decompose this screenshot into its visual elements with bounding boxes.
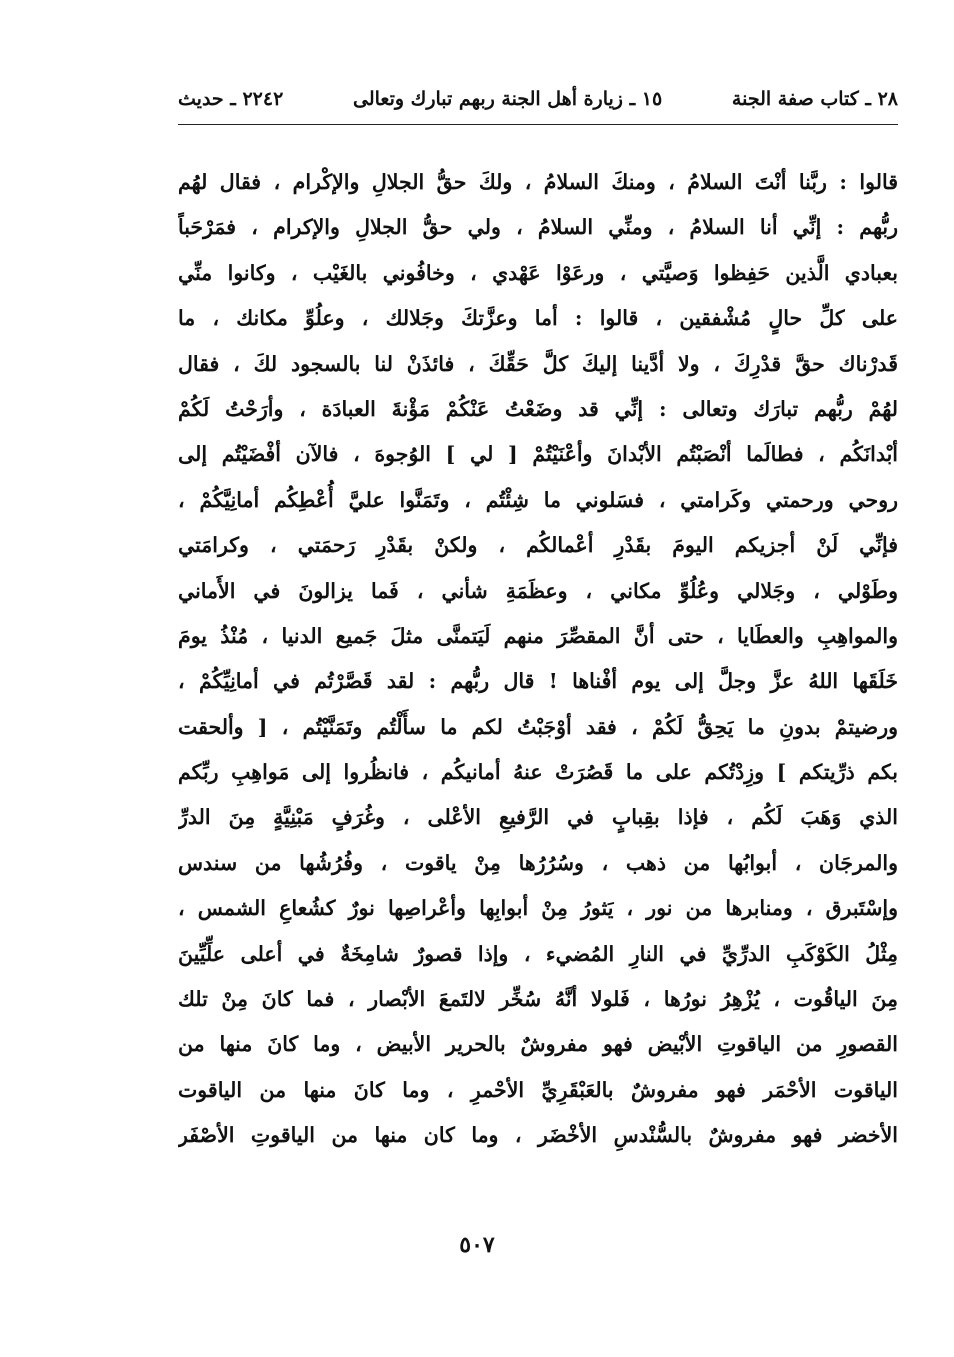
running-header xyxy=(178,82,898,116)
book-title: ٢٨ ـ كتاب صفة الجنة xyxy=(731,88,898,110)
text-line: بكم ذرِّيتكم ] وزِدْتُكم على ما قَصُرَتْ عنهُ أمانيكُم ، فانظُروا إلى مَواهِبِ ربِّكم xyxy=(178,760,898,785)
text-line: الياقوت الأحْمَر فهو مفروشٌ بالعَبْقَرِيِّ الأحْمرِ ، وما كانَ منها من الياقوت xyxy=(178,1077,898,1102)
text-line: وطَوْلي ، وجَلالي وعُلُوِّ مكاني ، وعظَمَةِ شأني ، فَما يزالونَ في الأَماني xyxy=(178,578,898,603)
text-line: والمرجَان ، أبوابُها من ذهب ، وسُرُرُها مِنْ ياقوت ، وفُرُشُها من سندس xyxy=(178,850,898,875)
page-number: ٥٠٧ xyxy=(459,1232,495,1258)
header-rule xyxy=(178,124,898,125)
body-text xyxy=(178,160,898,1159)
text-line: الذي وَهَبَ لَكُم ، فإذا بقِبابٍ في الرَّفيعِ الأعْلى ، وغُرَفٍ مَبْنِيَّةٍ مِنَ الدرِّ xyxy=(178,805,898,830)
text-line: قَدرْناك حقَّ قدْرِكَ ، ولا أدَّينا إليكَ كلَّ حَقِّكَ ، فائذَنْ لنا بالسجود لكَ ، فقال xyxy=(178,351,898,376)
hadith-number: ٢٢٤٢ ـ حديث xyxy=(178,88,284,110)
text-line: القصورِ من الياقوتِ الأبْيض فهو مفروشٌ بالحرير الأبيض ، وما كانَ منها من xyxy=(178,1032,898,1057)
text-line: خَلَقَها اللهُ عزَّ وجلَّ إلى يوم أفْناها ! قال ربُّهم : لقد قَصَّرْتُم في أمانِيِّكُمْ ، xyxy=(178,669,898,694)
text-line: وإسْتَبرق ، ومنابرها من نور ، يَثورُ مِنْ أبوابِها وأعْراصِها نورٌ كشُعاعِ الشمس ، xyxy=(178,896,898,921)
text-line: روحي ورحمتي وكَرامتي ، فسَلوني ما شِئْتُم ، وتَمَنَّوا عليَّ أُعْطِكُم أمانِيَّكُمْ ، xyxy=(178,487,898,512)
text-line: والمواهِبِ والعطَايا ، حتى أنَّ المقصِّرَ منهم لَيَتمنَّى مثلَ جَميع الدنيا ، مُنْذُ يومَ xyxy=(178,623,898,648)
text-line: قالوا : ربَّنا أنْتَ السلامُ ، ومنكَ السلامُ ، ولكَ حقُّ الجلالِ والإكْرام ، فقال لهُم xyxy=(178,170,898,194)
text-line: مِنَ الياقُوت ، يُزْهِرُ نورُها ، فَلولا أنَّهُ سُخِّر لالتَمعَ الأبْصار ، فما كانَ مِنْ تلك xyxy=(178,987,898,1012)
text-line: فإنِّي لَنْ أجزيكم اليومَ بقَدْرِ أعْمالكُم ، ولكنْ بقَدْرِ رَحمَتي ، وكرامَتي xyxy=(178,533,898,558)
text-line: على كلِّ حالٍ مُشْفقين ، قالوا : أما وعزَّتكَ وجَلالك ، وعلُوِّ مكانك ، ما xyxy=(178,306,898,331)
chapter-title: ١٥ ـ زيارة أهل الجنة ربهم تبارك وتعالى xyxy=(353,88,663,110)
text-line: ورضيتمْ بدونِ ما يَحِقُّ لَكُمْ ، فقد أوْجَبْتُ لكم ما سأَلْتُم وتَمَنَّيْتُم ، [ وألحقت xyxy=(178,714,898,739)
text-line: أبْدانَكُم ، فطالَما أنْصَبْتُم الأبْدانَ وأعْنَيْتُمْ [ لي ] الوُجوهَ ، فالآن أفْضَيْتُم إلى xyxy=(178,442,898,467)
text-line: مِثْلُ الكَوْكَبِ الدرِّيِّ في النارِ المُضيء ، وإذا قصورٌ شامِخَةٌ في أعلى علِّيِّينَ xyxy=(178,941,898,966)
text-line: الأخضر فهو مفروشٌ بالسُّنْدسِ الأخْضَر ، وما كان منها من الياقوتِ الأصْفَر xyxy=(178,1123,898,1148)
text-line: بعبادي الَّذين حَفِظوا وَصيَّتي ، ورعَوْا عَهْدي ، وخافُوني بالغَيْب ، وكانوا منِّي xyxy=(178,260,898,285)
text-line: ربُّهم : إنِّي أنا السلامُ ، ومنِّي السلامُ ، ولي حقُّ الجلالِ والإكرام ، فمَرْحَباً xyxy=(178,215,898,240)
text-line: لهُمْ ربُّهم تبارَك وتعالى : إنِّي قد وضَعْتُ عَنْكُمْ مَؤْنةَ العبادَة ، وأرَحْتُ لَكُمْ xyxy=(178,396,898,421)
